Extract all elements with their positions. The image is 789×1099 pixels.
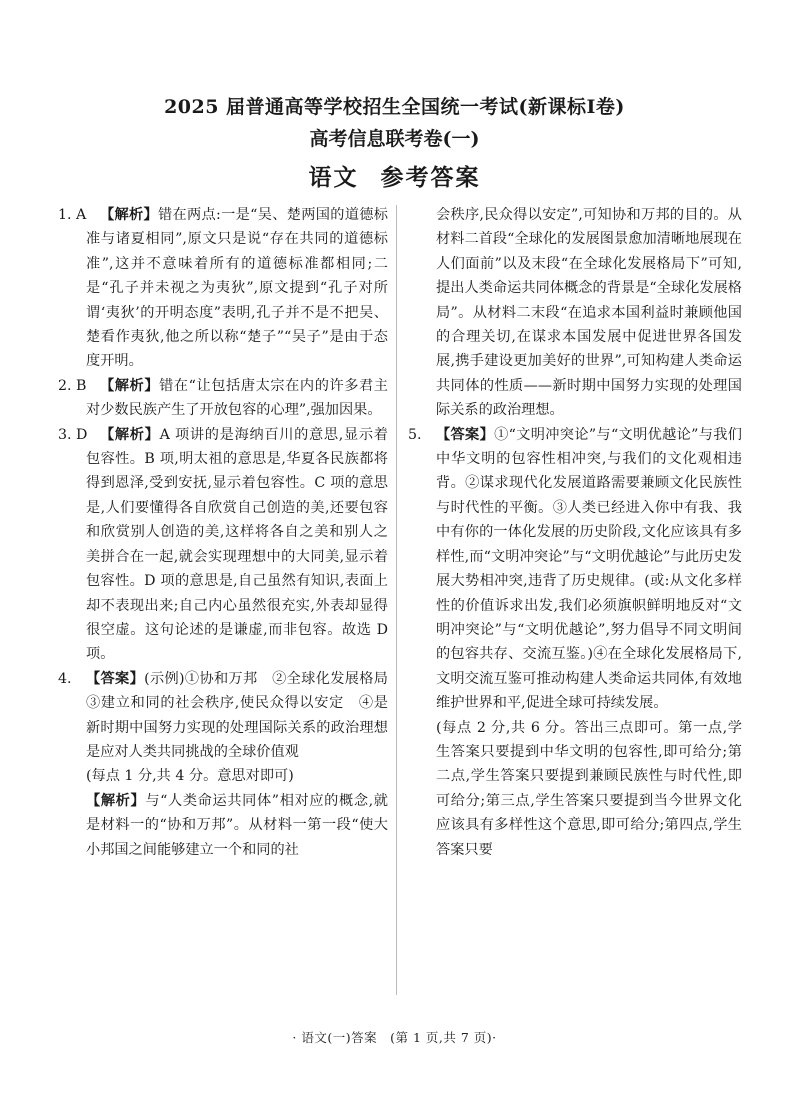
question-4-answer [58,667,403,765]
question-number: 2. B [58,377,87,394]
question-5-answer [408,423,742,716]
analysis-text: 错在两点:一是“吴、楚两国的道德标准与诸夏相同”,原文只是说“存在共同的道德标准”,这并不意味着所有的道德标准都相同;二是“孔子并未视之为夷狄”,原文提到“孔子对所谓‘夷狄’的开明态度”表明,孔子并不是不把吴、楚看作夷狄,他之所以称“楚子”“吴子”是由于态度开明。 [86,207,388,370]
question-number: 4. [58,670,72,687]
subject-heading [0,160,789,196]
analysis-text: 与“人类命运共同体”相对应的概念,就是材料一的“协和万邦”。从材料一第一段“使大小邦国之间能够建立一个和同的社 [86,792,388,858]
analysis-text: A 项讲的是海纳百川的意思,显示着包容性。B 项,明太祖的意思是,华夏各民族都将得到恩泽,受到安抚,显示着包容性。C 项的意思是,人们要懂得各自欣赏自己创造的美,还要包容和欣赏别人创造的美,这样将各自之美和别人之美拼合在一起,就会实现理想中的大同美,显示着包容性。D 项的意思是,自己虽然有知识,表面上却不表现出来;自己内心虽然很充实,外表却显得很空虚。这句论述的是谦虚,而非包容。故选 D 项。 [86,426,388,663]
answer-tag: 【答案】 [86,670,145,687]
question-3-answer [58,423,388,667]
analysis-text: 会秩序,民众得以安定”,可知协和万邦的目的。从材料二首段“全球化的发展图景愈加清晰地展现在人们面前”以及末段“在全球化发展格局下”可知,提出人类命运共同体概念的背景是“全球化发展格局”。从材料二末段“在追求本国利益时兼顾他国的合理关切,在谋求本国发展中促进世界各国发展,携手建设更加美好的世界”,可知构建人类命运共同体的性质——新时期中国努力实现的处理国际关系的政治理想。 [436,207,742,419]
analysis-text: 错在“让包括唐太宗在内的许多君主对少数民族产生了开放包容的心理”,强加因果。 [86,377,388,419]
answer-text: ①“文明冲突论”与“文明优越论”与我们中华文明的包容性相冲突,与我们的文化观相违背。②谋求现代化发展道路需要兼顾文化民族性与时代性的平衡。③人类已经进入你中有我、我中有你的一体化发展的历史阶段,文化应该具有多样性,而“文明冲突论”与“文明优越论”与此历史发展大势相冲突,违背了历史规律。(或:从文化多样性的价值诉求出发,我们必须旗帜鲜明地反对“文明冲突论”与“文明优越论”,努力倡导不同文明间的包容共存、交流互鉴。)④在全球化发展格局下,文明交流互鉴可推动构建人类命运共同体,有效地维护世界和平,促进全球可持续发展。 [436,426,742,712]
question-number: 3. D [58,426,88,443]
question-4-scoring [58,764,388,788]
exam-title: 2025 届普通高等学校招生全国统一考试(新课标Ⅰ卷) [164,96,625,118]
header [0,92,789,196]
question-4-analysis-continued [408,203,742,423]
question-number: 5. [408,426,422,443]
scoring-text: (每点 1 分,共 4 分。意思对即可) [86,768,294,785]
analysis-tag: 【解析】 [100,377,160,394]
left-column [58,203,403,862]
question-1-answer [58,203,388,374]
subject-name: 语文 [308,164,359,191]
right-column [408,203,742,862]
question-number: 1. A [58,207,87,223]
answer-tag: 【答案】 [436,426,495,443]
page-footer: · 语文(一)答案 (第 1 页,共 7 页)· [292,1030,497,1045]
question-2-answer [58,374,388,423]
scoring-text: (每点 2 分,共 6 分。答出三点即可。第一点,学生答案只要提到中华文明的包容性,即可给分;第二点,学生答案只要提到兼顾民族性与时代性,即可给分;第三点,学生答案只要提到当今世界文化应该具有多样性这个意思,即可给分;第四点,学生答案只要 [436,719,742,858]
answer-text: (示例)①协和万邦 ②全球化发展格局 ③建立和同的社会秩序,使民众得以安定 ④是新时期中国努力实现的处理国际关系的政治理想 是应对人类共同挑战的全球价值观 [86,670,403,760]
question-4-analysis [58,789,388,862]
question-5-scoring [408,716,742,862]
column-divider [396,205,397,995]
answer-label: 参考答案 [380,164,481,191]
analysis-tag: 【解析】 [86,792,146,809]
analysis-tag: 【解析】 [100,207,159,223]
analysis-tag: 【解析】 [100,426,160,443]
exam-subtitle: 高考信息联考卷(一) [309,128,480,150]
